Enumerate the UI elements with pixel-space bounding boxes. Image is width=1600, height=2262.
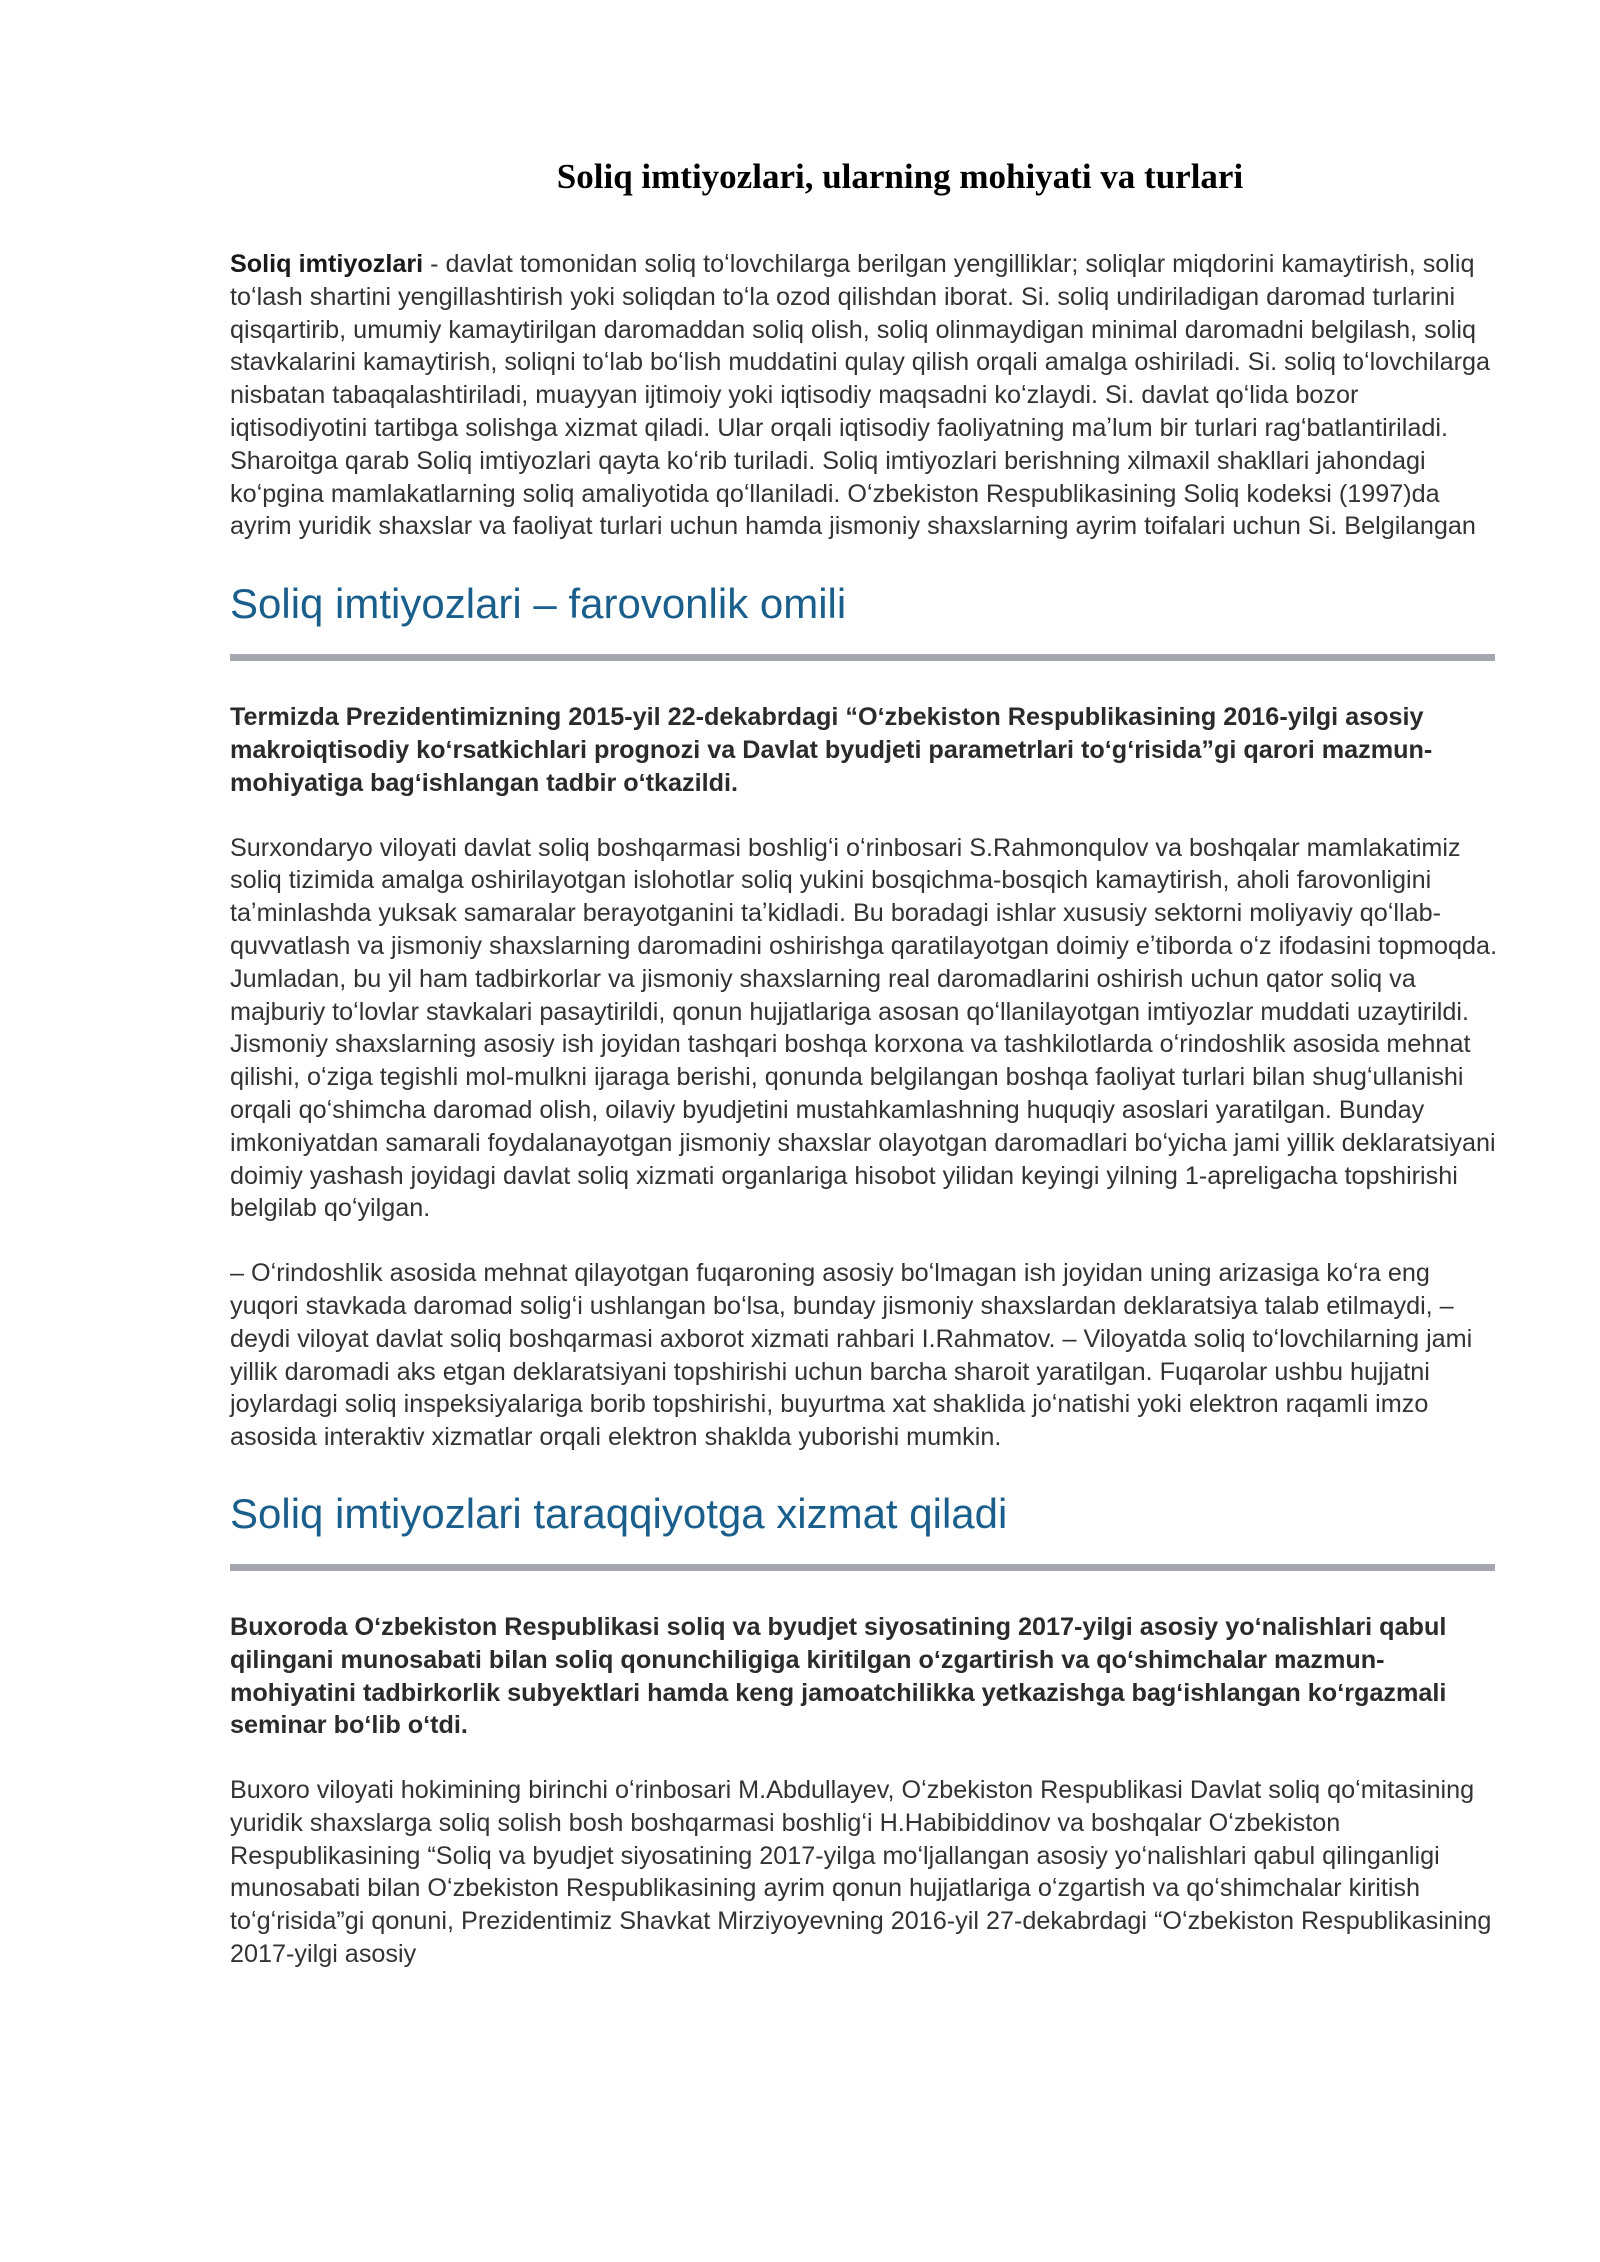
body-paragraph: – Oʻrindoshlik asosida mehnat qilayotgan fuqaroning asosiy boʻlmagan ish joyidan uning arizasiga koʻra eng yuqori stavkada daromad soligʻi ushlangan boʻlsa, bunday jismoniy shaxslardan deklaratsiya talab etilmaydi, – deydi viloyat davlat soliq boshqarmasi axborot xizmati rahbari I.Rahmatov. – Viloyatda soliq toʻlovchilarning jami yillik daromadi aks etgan deklaratsiyani topshirishi uchun barcha sharoit yaratilgan. Fuqarolar ushbu hujjatni joylardagi soliq inspeksiyalariga borib topshirishi, buyurtma xat shaklida joʻnatishi yoki elektron raqamli imzo asosida interaktiv xizmatlar orqali elektron shakldа yuborishi mumkin.: [230, 1259, 1473, 1452]
section-divider: [230, 654, 1495, 661]
body-paragraph: Surxondaryo viloyati davlat soliq boshqarmasi boshligʻi oʻrinbosari S.Rahmonqulov va boshqalar mamlakatimiz soliq tizimida amalga oshirilayotgan islohotlar soliq yukini bosqichma-bosqich kamaytirish, aholi farovonligini taʼminlashda yuksak samaralar berayotganini taʼkidladi. Bu boradagi ishlar xususiy sektorni moliyaviy qoʻllab-quvvatlash va jismoniy shaxslarning daromadini oshirishga qaratilayotgan doimiy eʼtiborda oʻz ifodasini topmoqda. Jumladan, bu yil ham tadbirkorlar va jismoniy shaxslarning real daromadlarini oshirish uchun qator soliq va majburiy toʻlovlar stavkalari pasaytirildi, qonun hujjatlariga asosan qoʻllanilayotgan imtiyozlar muddati uzaytirildi. Jismoniy shaxslarning asosiy ish joyidan tashqari boshqa korxona va tashkilotlarda oʻrindoshlik asosida mehnat qilishi, oʻziga tegishli mol-mulkni ijaraga berishi, qonunda belgilangan boshqa faoliyat turlari bilan shugʻullanishi orqali qoʻshimcha daromad olish, oilaviy byudjetini mustahkamlashning huquqiy asoslari yaratilgan. Bunday imkoniyatdan samarali foydalanayotgan jismoniy shaxslar olayotgan daromadlari boʻyicha jami yillik deklaratsiyani doimiy yashash joyidagi davlat soliq xizmati organlariga hisobot yilidan keyingi yilning 1-apreligacha topshirishi belgilab qoʻyilgan.: [230, 833, 1498, 1223]
section-divider: [230, 1564, 1495, 1571]
intro-paragraph: [230, 248, 1500, 543]
intro-term: Soliq imtiyozlari: [230, 250, 424, 278]
intro-text: - davlat tomonidan soliq toʻlovchilarga berilgan yengilliklar; soliqlar miqdorini kamaytirish, soliq toʻlash shartini yengillashtirish yoki soliqdan toʻla ozod qilishdan iborat. Si. soliq undiriladigan daromad turlarini qisqartirib, umumiy kamaytirilgan daromaddan soliq olish, soliq olinmaydigan minimal daromadni belgilash, soliq stavkalarini kamaytirish, soliqni toʻlab boʻlish muddatini qulay qilish orqali amalga oshiriladi. Si. soliq toʻlovchilarga nisbatan tabaqalashtiriladi, muayyan ijtimoiy yoki iqtisodiy maqsadni koʻzlaydi. Si. davlat qoʻlida bozor iqtisodiyotini tartibga solishga xizmat qiladi. Ular orqali iqtisodiy faoliyatning maʼlum bir turlari ragʻbatlantiriladi. Sharoitga qarab Soliq imtiyozlari qayta koʻrib turiladi. Soliq imtiyozlari berishning xilmaxil shakllari jahondagi koʻpgina mamlakatlarning soliq amaliyotida qoʻllaniladi. Oʻzbekiston Respublikasining Soliq kodeksi (1997)da ayrim yuridik shaxslar va faoliyat turlari uchun hamda jismoniy shaxslarning ayrim toifalari uchun Si. Belgilangan: [230, 250, 1490, 541]
section-lead-paragraph: Buxoroda Oʻzbekiston Respublikasi soliq va byudjet siyosatining 2017-yilgi asosiy yoʻnalishlari qabul qilingani munosabati bilan soliq qonunchiligiga kiritilgan oʻzgartirish va qoʻshimchalar mazmun-mohiyatini tadbirkorlik subyektlari hamda keng jamoatchilikka yetkazishga bagʻishlangan koʻrgazmali seminar boʻlib oʻtdi.: [230, 1612, 1447, 1740]
section-heading-farovonlik: Soliq imtiyozlari – farovonlik omili: [230, 580, 847, 628]
section-heading-taraqqiyot: Soliq imtiyozlari taraqqiyotga xizmat qiladi: [230, 1489, 1008, 1537]
body-paragraph: Buxoro viloyati hokimining birinchi oʻrinbosari M.Abdullayev, Oʻzbekiston Respublikasi Davlat soliq qoʻmitasining yuridik shaxslarga soliq solish bosh boshqarmasi boshligʻi H.Habibiddinov va boshqalar Oʻzbekiston Respublikasining “Soliq va byudjet siyosatining 2017-yilga moʻljallangan asosiy yoʻnalishlari qabul qilinganligi munosabati bilan Oʻzbekiston Respublikasining ayrim qonun hujjatlariga oʻzgartish va qoʻshimchalar kiritish toʻgʻrisida”gi qonuni, Prezidentimiz Shavkat Mirziyoyevning 2016-yil 27-dekabrdagi “Oʻzbekiston Respublikasining 2017-yilgi asosiy: [230, 1776, 1492, 1969]
section-lead-paragraph: Termizda Prezidentimizning 2015-yil 22-dekabrdagi “Oʻzbekiston Respublikasining 2016-yilgi asosiy makroiqtisodiy koʻrsatkichlari prognozi va Davlat byudjeti parametrlari toʻgʻrisida”gi qarori mazmun-mohiyatiga bagʻishlangan tadbir oʻtkazildi.: [230, 703, 1433, 797]
document-body: [230, 248, 1500, 1971]
document-title: Soliq imtiyozlari, ularning mohiyati va turlari: [556, 157, 1244, 196]
